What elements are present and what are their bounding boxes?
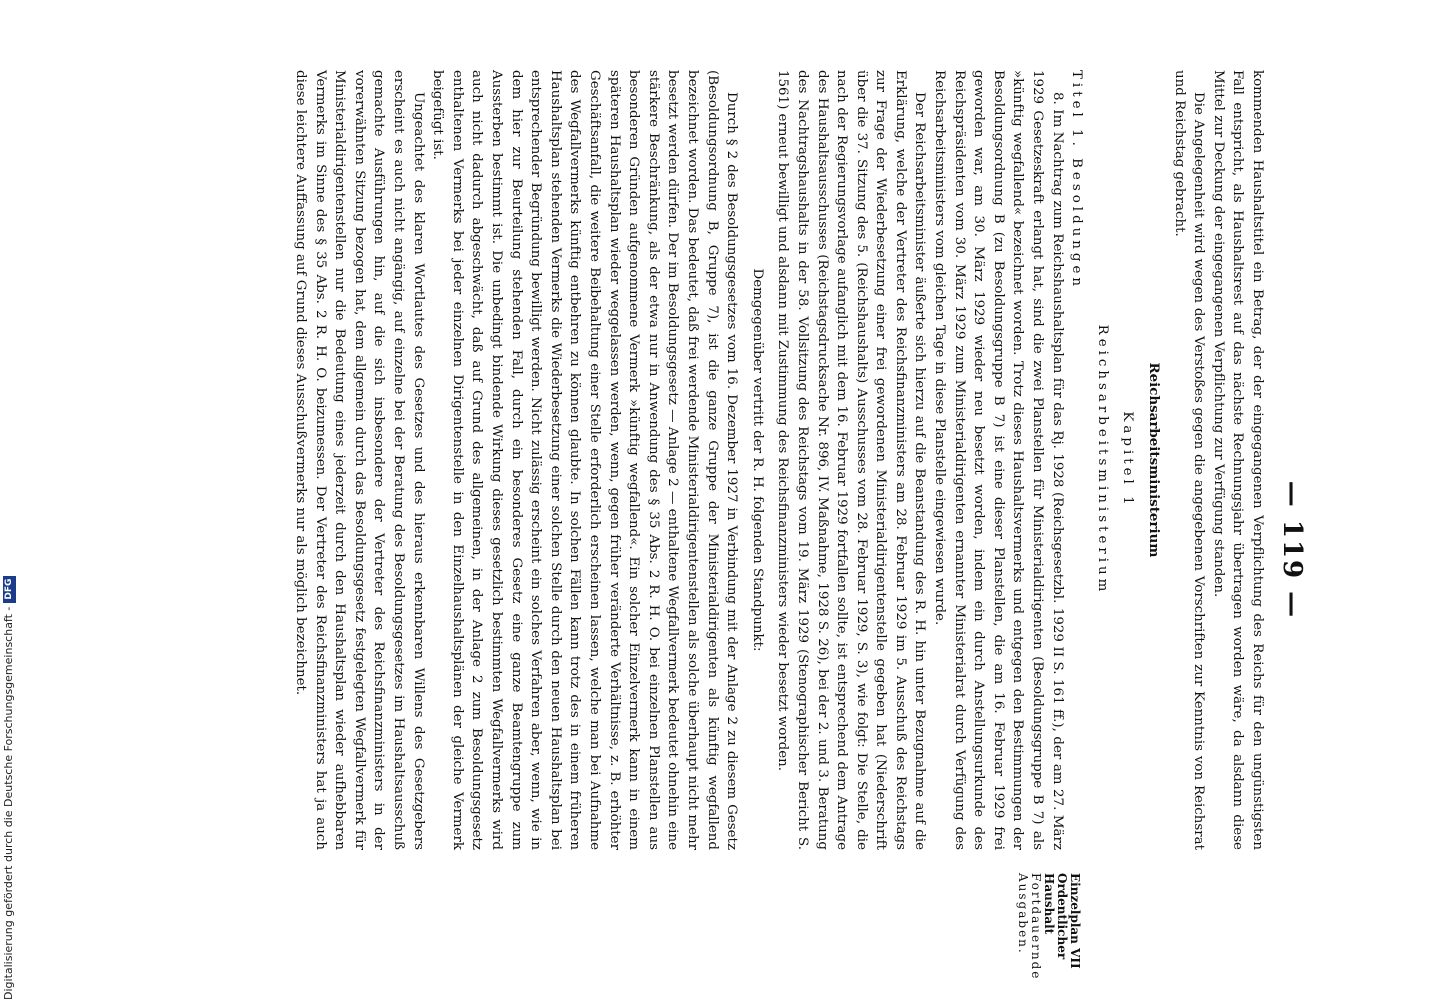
paragraph-3: 8. Im Nachtrag zum Reichshaushaltsplan für das Rj. 1928 (Reichsgesetzbl. 1929 II S. 161 ff.), der am 27. März 1929 Gesetzeskraft erlangt hat, sind die zwei Planstellen für Ministerialdirigenten (Besoldungsgruppe B 7) als »künftig wegfallend« bezeichnet worden. Trotz dieses Haushaltsvermerks und entgegen den Bestimmungen der Besoldungsordnung B (zu Besoldungsgruppe B 7) ist eine dieser Planstellen, die am 16. Februar 1929 frei geworden war, am 30. März 1929 wieder neu besetzt worden, indem ein durch Anstellungsurkunde des Reichspräsidenten vom 30. März 1929 zum Ministerialdirigenten ernannter Ministerialrat durch Verfügung des Reichsarbeitsministers vom gleichen Tage in diese Planstelle eingewiesen wurde. [932,70,1065,850]
paragraph-6: Durch § 2 des Besoldungsgesetzes vom 16. Dezember 1927 in Verbindung mit der Anlage 2 zu diesem Gesetz (Besoldungsordnung B, Gruppe 7), ist die ganze Gruppe der Ministerialdirigenten als künftig wegfallend bezeichnet worden. Das bedeutet, daß frei werdende Ministerialdirigentenstellen als solche überhaupt nicht mehr besetzt werden dürfen. Der im Besoldungsgesetz — Anlage 2 — enthaltene Wegfallvermerk bedeutet ohnehin eine stärkere Beschränkung, als der etwa nur in Anwendung des § 35 Abs. 2 R. H. O. bei einzelnen Planstellen aus besonderen Gründen aufgenommene Vermerk »künftig wegfallend«. Ein solcher Einzelvermerk kann in einem späteren Haushaltsplan wieder weggelassen werden, wenn, gegen früher veränderte Verhältnisse, z. B. erhöhter Geschäftsanfall, die weitere Beibehaltung einer Stelle erforderlich erscheinen lassen, welche man bei Aufnahme des Wegfallvermerks künftig entbehren zu können glaubte. In solchen Fällen kann trotz des in einem früheren Haushaltsplan stehenden Vermerks die Wiederbesetzung einer solchen Stelle durch den neuen Haushaltsplan bei entsprechender Begründung bewilligt werden. Nicht zulässig erscheint ein solches Verfahren aber, wenn, wie in dem hier zur Beurteilung stehenden Fall, durch ein besonderes Gesetz eine ganze Beamtengruppe zum Aussterben bestimmt ist. Die unbedingt bindende Wirkung dieses gesetzlich bestimmten Wegfallvermerks wird auch nicht dadurch abgeschwächt, daß auf Grund des allgemeinen, in der Anlage 2 zum Besoldungsgesetz enthaltenen Vermerks bei jeder einzelnen Dirigentenstelle in den Einzelhaushaltsplänen der gleiche Vermerk beigefügt ist. [430,70,740,850]
margin-note-line-1: Einzelplan VII [1068,873,1082,969]
margin-note-line-5: Ausgaben. [1016,873,1030,955]
margin-note-line-4: Fortdauernde [1029,873,1043,981]
margin-note [1016,873,1082,981]
margin-note-line-2: Ordentlicher [1055,873,1069,960]
section-heading-ministry: Reichsarbeitsministerium [1146,362,1163,558]
paragraph-2: Die Angelegenheit wird wegen des Verstoßes gegen die angegebenen Vorschriften zur Kenntnis von Reichsrat und Reichstag gebracht. [1171,70,1207,850]
paragraph-5: Demgegenüber vertritt der R. H. folgenden Standpunkt: [749,268,765,652]
credit-text: Digitalisierung gefördert durch die Deutsche Forschungsgemeinschaft - [2,606,15,1000]
dfg-logo: DFG [3,576,16,603]
section-subheading: Reichsarbeitsministerium [1094,324,1110,596]
paragraph-7: Ungeachtet des klaren Wortlautes des Gesetzes und des hieraus erkennbaren Willens des Gesetzgebers erscheint es auch nicht angängig, auf einzelne bei der Beratung des Besoldungsgesetzes im Haushaltsausschuß gemachte Ausführungen hin, auf die sich insbesondere der Vertreter des Reichsfinanzministers in der vorerwähnten Sitzung bezogen hat, dem allgemein durch das Besoldungsgesetz festgelegten Wegfallvermerk für Ministerialdirigentenstellen nur die Bedeutung eines jederzeit durch den Haushaltsplan wieder aufhebbaren Vermerks im Sinne des § 35 Abs. 2 R. H. O. beizumessen. Der Vertreter des Reichsfinanzministers hat ja auch diese leichtere Auffassung auf Grund dieses Ausschußvermerks nur als möglich bezeichnet. [293,70,426,850]
page-number: — 119 — [1277,480,1307,620]
paragraph-4: Der Reichsarbeitsminister äußerte sich hierzu auf die Beanstandung des R. H. hin unter Bezugnahme auf die Erklärung, welche der Vertreter des Reichsfinanzministers am 28. Februar 1929 im 5. Ausschuß des Reichstags zur Frage der Wiederbesetzung einer frei gewordenen Ministerialdirigentenstelle gegeben hat (Niederschrift über die 37. Sitzung des 5. (Reichshaushalts) Ausschusses vom 28. Februar 1929, S. 3), wie folgt: Die Stelle, die nach der Regierungsvorlage aufanglich mit dem 16. Februar 1929 fortfallen sollte, ist entsprechend dem Antrage des Haushaltsausschusses (Reichstagsdrucksache Nr. 896, IV. Maßnahme, 1928 S. 26), bei der 2. und 3. Beratung des Nachtragshaushalts in der 58. Vollsitzung des Reichstags vom 19. März 1929 (Stenographischer Bericht S. 1561) erneut bewilligt und alsdann mit Zustimmung des Reichsfinanzministers wieder besetzt worden. [775,70,928,850]
rotated-document-page [107,70,1307,981]
digitization-credit [0,0,18,1000]
document-body [291,70,1268,850]
title-heading: Titel 1. Besoldungen [1069,70,1085,291]
margin-note-line-3: Haushalt [1042,873,1056,935]
section-heading-chapter: Kapitel 1 [1120,411,1136,509]
paragraph-1: kommenden Haushaltstitel ein Betrag, der der eingegangenen Verpflichtung des Reichs für den ungünstigsten Fall entspricht, als Haushaltsrest auf das nächste Rechnungsjahr übertragen worden wäre, da alsdann diese Mittel zur Deckung der eingegangenen Verpflichtung zur Verfügung standen. [1210,70,1265,850]
